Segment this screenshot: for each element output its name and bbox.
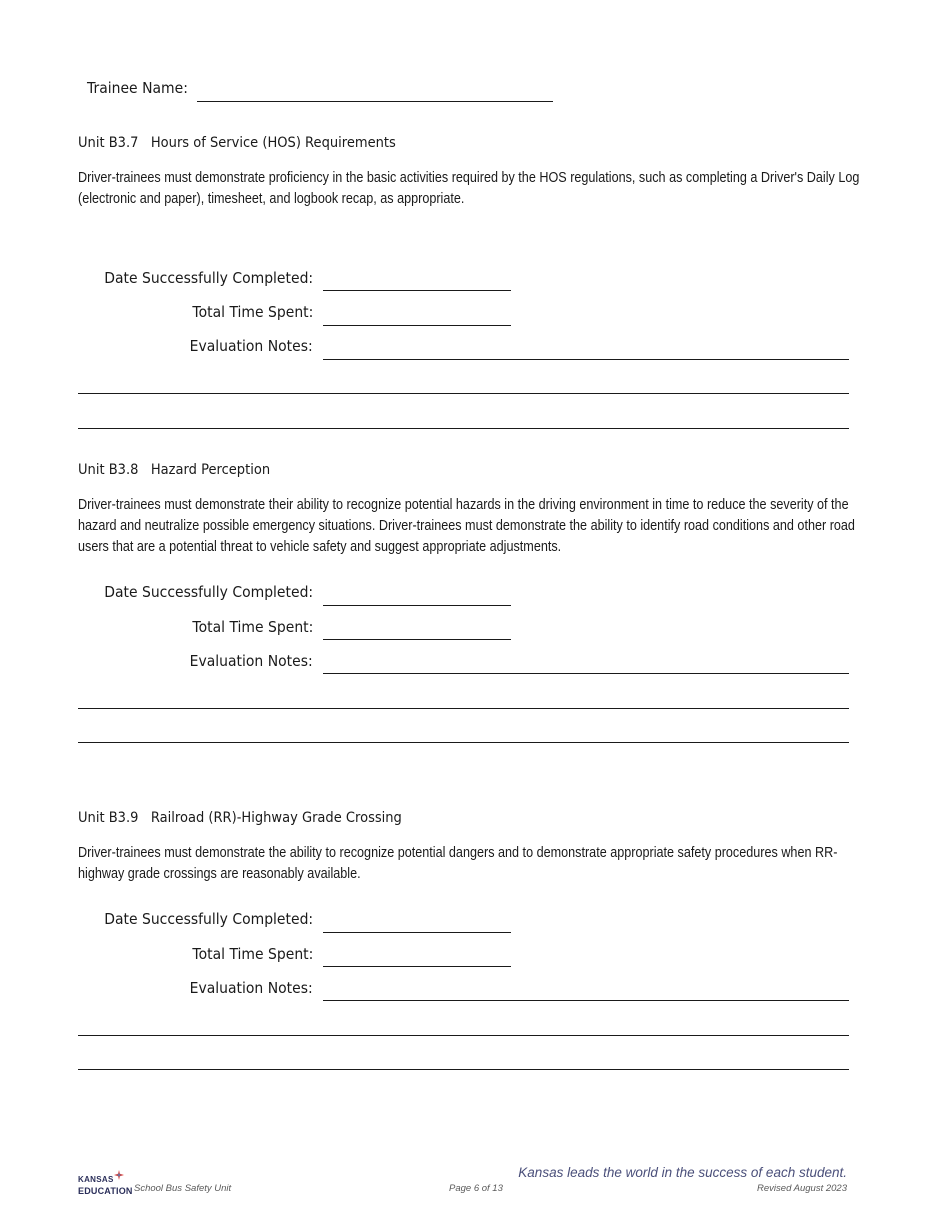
date-completed-field[interactable] xyxy=(323,932,511,933)
revised-date: Revised August 2023 xyxy=(757,1183,847,1194)
logo-text-kansas: KANSAS xyxy=(78,1175,114,1184)
total-time-field[interactable] xyxy=(323,966,511,967)
evaluation-notes-label: Evaluation Notes: xyxy=(189,652,313,670)
date-completed-field[interactable] xyxy=(323,605,511,606)
evaluation-notes-field[interactable] xyxy=(323,673,849,674)
unit-title: Hours of Service (HOS) Requirements xyxy=(150,135,396,151)
footer-tagline: Kansas leads the world in the success of each student. xyxy=(518,1165,847,1180)
unit-b3-9-heading xyxy=(78,810,402,826)
total-time-label: Total Time Spent: xyxy=(192,618,313,636)
star-icon xyxy=(114,1170,124,1180)
total-time-label: Total Time Spent: xyxy=(192,945,313,963)
date-completed-label: Date Successfully Completed: xyxy=(104,910,313,928)
page-number: Page 6 of 13 xyxy=(449,1183,503,1194)
evaluation-notes-label: Evaluation Notes: xyxy=(189,337,313,355)
unit-b3-9-description: Driver-trainees must demonstrate the ability to recognize potential dangers and to demonstrate appropriate safety procedures when RR-highway grade crossings are reasonably available. xyxy=(78,845,838,882)
trainee-name-label: Trainee Name: xyxy=(87,79,188,97)
unit-b3-7-heading xyxy=(78,135,396,151)
evaluation-notes-field[interactable] xyxy=(323,359,849,360)
total-time-label: Total Time Spent: xyxy=(192,303,313,321)
date-completed-label: Date Successfully Completed: xyxy=(104,583,313,601)
unit-title: Railroad (RR)-Highway Grade Crossing xyxy=(150,810,402,826)
date-completed-field[interactable] xyxy=(323,290,511,291)
evaluation-notes-line[interactable] xyxy=(78,1069,849,1070)
evaluation-notes-line[interactable] xyxy=(78,393,849,394)
document-name: School Bus Safety Unit xyxy=(134,1183,232,1194)
unit-code: Unit B3.8 xyxy=(78,462,139,478)
evaluation-notes-field[interactable] xyxy=(323,1000,849,1001)
unit-title: Hazard Perception xyxy=(150,462,271,478)
evaluation-notes-line[interactable] xyxy=(78,742,849,743)
evaluation-notes-line[interactable] xyxy=(78,708,849,709)
unit-b3-7-description: Driver-trainees must demonstrate proficiency in the basic activities required by the HOS regulations, such as completing a Driver's Daily Log (electronic and paper), timesheet, and logbook recap, as appropriate. xyxy=(78,170,860,207)
date-completed-label: Date Successfully Completed: xyxy=(104,269,313,287)
trainee-name-field[interactable] xyxy=(197,101,553,102)
unit-code: Unit B3.9 xyxy=(78,810,139,826)
unit-code: Unit B3.7 xyxy=(78,135,139,151)
kansas-education-logo xyxy=(78,1170,133,1198)
unit-b3-8-description: Driver-trainees must demonstrate their ability to recognize potential hazards in the driving environment in time to reduce the severity of the hazard and neutralize possible emergency situations. Driver-trainees must demonstrate the ability to identify road conditions and other road users that are a potential threat to vehicle safety and suggest appropriate adjustments. xyxy=(78,497,855,555)
evaluation-notes-line[interactable] xyxy=(78,1035,849,1036)
logo-text-education: EDUCATION xyxy=(78,1186,133,1196)
total-time-field[interactable] xyxy=(323,639,511,640)
total-time-field[interactable] xyxy=(323,325,511,326)
evaluation-notes-label: Evaluation Notes: xyxy=(189,979,313,997)
evaluation-notes-line[interactable] xyxy=(78,428,849,429)
unit-b3-8-heading xyxy=(78,462,270,478)
